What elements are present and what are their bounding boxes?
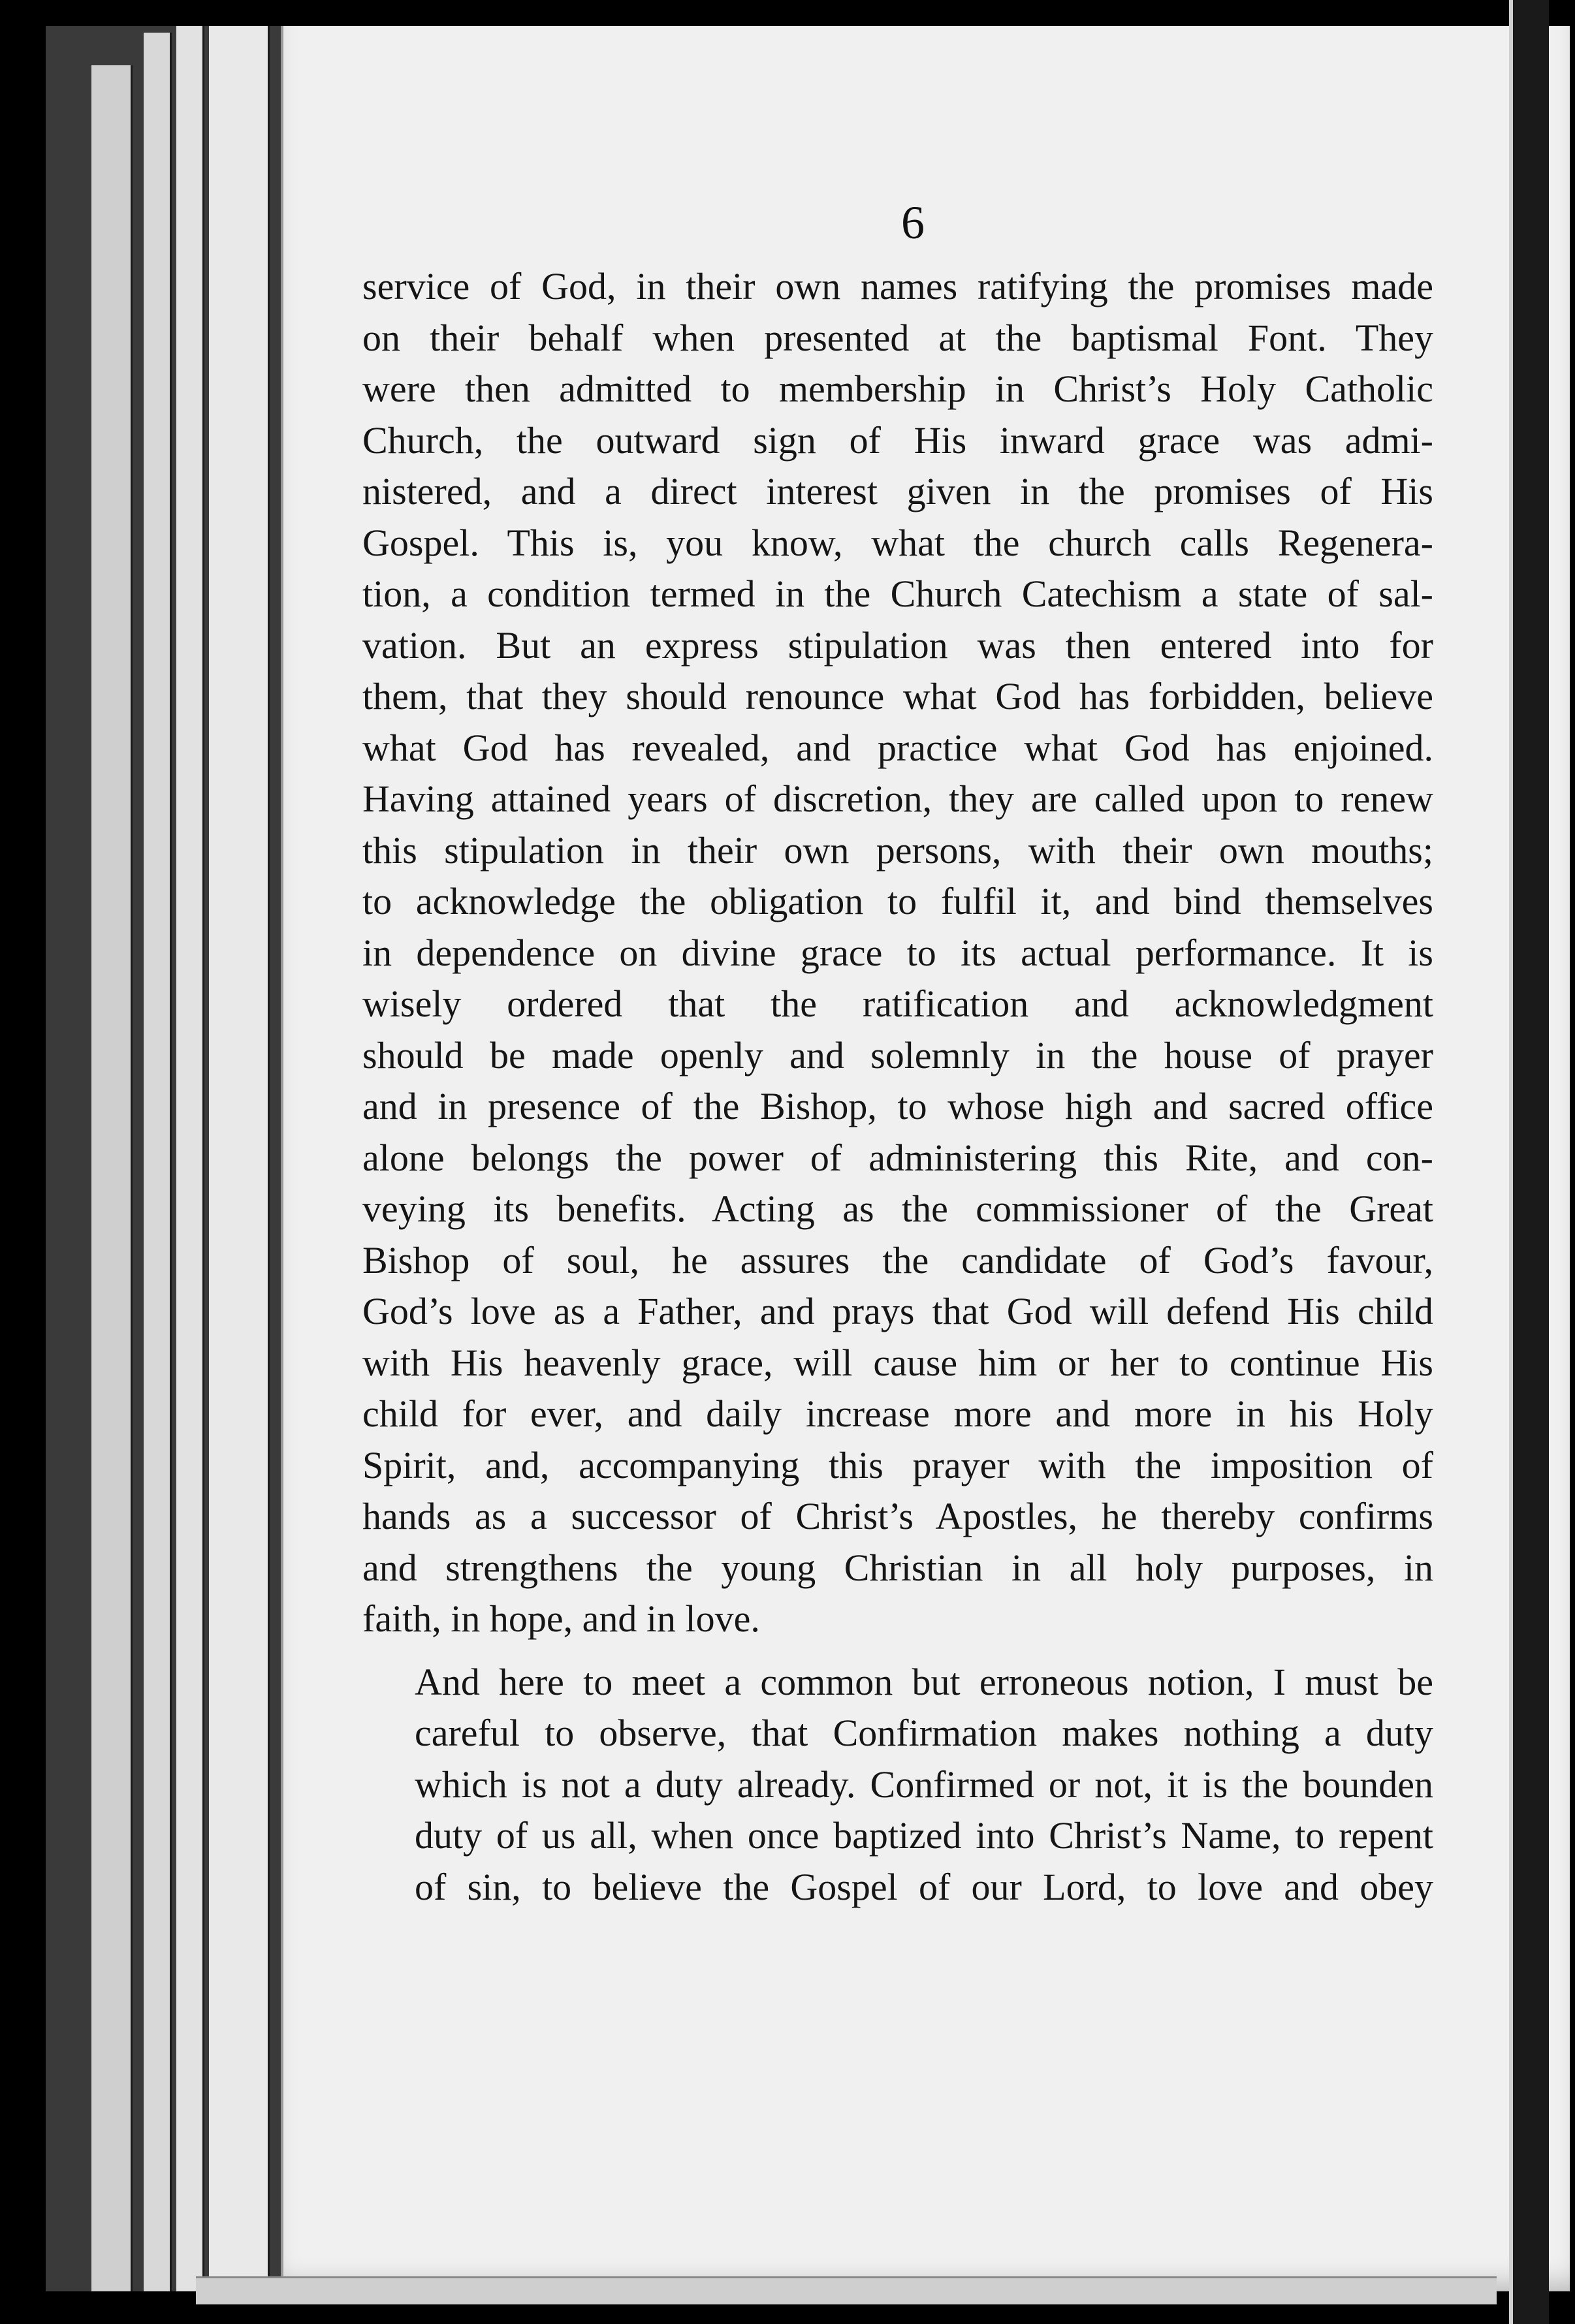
page-edge <box>144 33 172 2291</box>
paragraph-2 <box>362 1657 1433 1913</box>
text-line: this stipulation in their own persons, with their own mouths; <box>362 828 1433 872</box>
text-line: what God has revealed, and practice what God has enjoined. <box>362 726 1433 769</box>
text-line: careful to observe, that Confirmation makes nothing a duty <box>415 1712 1433 1754</box>
text-line: Gospel. This is, you know, what the church calls Regenera- <box>362 521 1433 564</box>
text-line: on their behalf when presented at the baptismal Font. They <box>362 316 1433 359</box>
text-line: tion, a condition termed in the Church Catechism a state of sal- <box>362 573 1433 615</box>
text-line: which is not a duty already. Confirmed or not, it is the bounden <box>415 1763 1433 1806</box>
right-page-edge <box>1509 0 1549 2324</box>
text-line: Spirit, and, accompanying this prayer with the imposition of <box>362 1443 1433 1486</box>
text-line: should be made openly and solemnly in the house of prayer <box>362 1033 1433 1076</box>
text-line: were then admitted to membership in Christ’s Holy Catholic <box>362 368 1433 410</box>
body-text <box>362 261 1433 1913</box>
text-line: service of God, in their own names ratifying the promises made <box>362 265 1433 307</box>
text-line: And here to meet a common but erroneous notion, I must be <box>415 1660 1433 1703</box>
text-line: alone belongs the power of administering this Rite, and con- <box>362 1136 1433 1179</box>
text-line: wisely ordered that the ratification and acknowledgment <box>362 982 1433 1025</box>
text-line: vation. But an express stipulation was then entered into for <box>362 623 1433 667</box>
page-edge <box>176 26 204 2291</box>
text-line: them, that they should renounce what God has forbidden, believe <box>362 675 1433 717</box>
text-line: duty of us all, when once baptized into Christ’s Name, to repent <box>415 1814 1433 1857</box>
text-line: Bishop of soul, he assures the candidate of God’s favour, <box>362 1238 1433 1281</box>
text-line: God’s love as a Father, and prays that God will defend His child <box>362 1290 1433 1332</box>
text-line: nistered, and a direct interest given in the promises of His <box>362 470 1433 512</box>
text-line: and in presence of the Bishop, to whose high and sacred office <box>362 1085 1433 1127</box>
text-line: of sin, to believe the Gospel of our Lord, to love and obey <box>415 1865 1433 1908</box>
page-edge <box>209 26 270 2291</box>
text-line: hands as a successor of Christ’s Apostles, he thereby confirms <box>362 1495 1433 1537</box>
text-line: to acknowledge the obligation to fulfil it, and bind themselves <box>362 880 1433 922</box>
text-line: and strengthens the young Christian in all holy purposes, in <box>362 1546 1433 1589</box>
page-number: 6 <box>901 196 925 249</box>
text-line: child for ever, and daily increase more and more in his Holy <box>362 1392 1433 1435</box>
paragraph-1 <box>362 261 1433 1645</box>
text-line: with His heavenly grace, will cause him or her to continue His <box>362 1341 1433 1384</box>
text-line: Having attained years of discretion, they are called upon to renew <box>362 777 1433 820</box>
text-line: in dependence on divine grace to its actual performance. It is <box>362 931 1433 974</box>
text-line: Church, the outward sign of His inward grace was admi- <box>362 418 1433 462</box>
page-bottom-edge <box>196 2276 1497 2304</box>
text-line: veying its benefits. Acting as the commissioner of the Great <box>362 1187 1433 1230</box>
text-line: faith, in hope, and in love. <box>362 1597 760 1640</box>
page-edge <box>91 65 133 2291</box>
